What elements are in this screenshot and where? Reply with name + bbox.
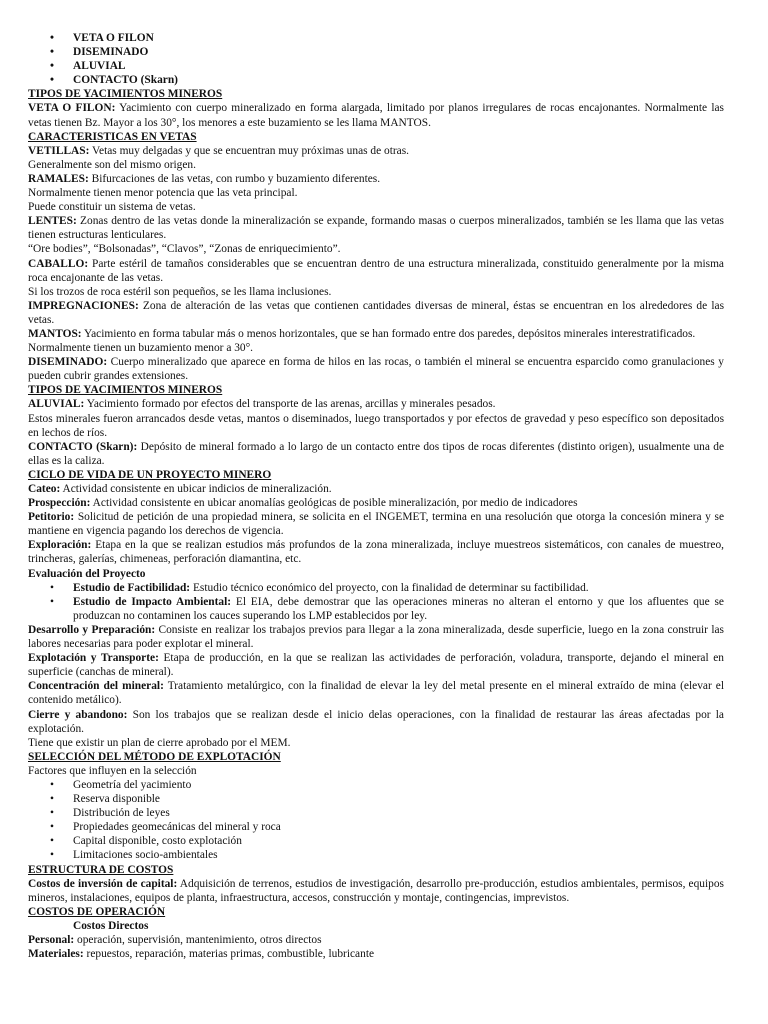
paragraph-text: Etapa de producción, en la que se realizan las actividades de perforación, voladura, transporte, dejando el mineral en superficie (canchas de mineral). bbox=[28, 652, 724, 679]
paragraph-text: Limitaciones socio-ambientales bbox=[73, 849, 218, 862]
paragraph-text: Solicitud de petición de una propiedad minera, se solicita en el INGEMET, termina en una resolución que otorga la concesión minera y se mantiene en vigencia pagando los derechos de vigencia. bbox=[28, 511, 724, 538]
term-label: Evaluación del Proyecto bbox=[28, 567, 146, 580]
paragraph bbox=[28, 412, 724, 440]
list-item bbox=[28, 581, 724, 595]
term-label: CONTACTO (Skarn): bbox=[28, 440, 138, 453]
top-bullet-list bbox=[28, 31, 724, 87]
term-label: Materiales: bbox=[28, 948, 84, 961]
paragraph bbox=[28, 482, 724, 496]
paragraph-text: Tiene que existir un plan de cierre aprobado por el MEM. bbox=[28, 736, 291, 749]
paragraph bbox=[28, 327, 724, 341]
paragraph bbox=[28, 919, 724, 933]
paragraph-text: Vetas muy delgadas y que se encuentran muy próximas unas de otras. bbox=[89, 144, 409, 157]
section-heading: CARACTERISTICAS EN VETAS bbox=[28, 130, 197, 143]
list-item bbox=[28, 595, 724, 623]
term-label: Prospección: bbox=[28, 497, 91, 510]
paragraph-text: repuestos, reparación, materias primas, combustible, lubricante bbox=[83, 948, 375, 961]
paragraph-text: Bifurcaciones de las vetas, con rumbo y buzamiento diferentes. bbox=[88, 172, 381, 185]
paragraph-text: “Ore bodies”, “Bolsonadas”, “Clavos”, “Zonas de enriquecimiento”. bbox=[28, 243, 341, 256]
paragraph-text: Si los trozos de roca estéril son pequeños, se les llama inclusiones. bbox=[28, 285, 332, 298]
term-label: Explotación y Transporte: bbox=[28, 652, 159, 665]
term-label: MANTOS: bbox=[28, 327, 82, 340]
term-label: Cierre y abandono: bbox=[28, 708, 128, 721]
term-label: Costos Directos bbox=[73, 919, 149, 932]
paragraph bbox=[28, 538, 724, 566]
paragraph-text: Estudio técnico económico del proyecto, con la finalidad de determinar su factibilidad. bbox=[190, 581, 589, 594]
paragraph-text: Puede constituir un sistema de vetas. bbox=[28, 201, 196, 214]
list-item: • ALUVIAL bbox=[28, 59, 724, 73]
list-item: • VETA O FILON bbox=[28, 31, 724, 45]
section-heading: TIPOS DE YACIMIENTOS MINEROS bbox=[28, 88, 223, 101]
paragraph bbox=[28, 172, 724, 186]
list-item bbox=[28, 778, 724, 792]
paragraph-text: Parte estéril de tamaños considerables que se encuentran dentro de una estructura mineralizada, constituido generalmente por la misma roca encajonante de las vetas. bbox=[28, 257, 724, 284]
term-label: IMPREGNACIONES: bbox=[28, 299, 139, 312]
paragraph-text: Geometría del yacimiento bbox=[73, 778, 192, 791]
list-item: • CONTACTO (Skarn) bbox=[28, 73, 724, 87]
paragraph bbox=[28, 679, 724, 707]
paragraph-text: Consiste en realizar los trabajos previos para llegar a la zona mineralizada, desde superficie, luego en la zona construir las labores necesarias para poder explotar el mineral. bbox=[28, 623, 724, 651]
paragraph bbox=[28, 651, 724, 679]
paragraph-text: Yacimiento en forma tabular más o menos horizontales, que se han formado entre dos paredes, depósitos minerales interestratificados. bbox=[81, 327, 696, 340]
paragraph-text: Estos minerales fueron arrancados desde vetas, mantos o diseminados, luego transportados y por efectos de gravedad y peso específico son depositados en lechos de ríos. bbox=[28, 412, 724, 439]
paragraph bbox=[28, 623, 724, 651]
term-label: Estudio de Factibilidad: bbox=[73, 581, 191, 594]
list-item: • DISEMINADO bbox=[28, 45, 724, 59]
paragraph-text: Factores que influyen en la selección bbox=[28, 764, 197, 777]
term-label: RAMALES: bbox=[28, 172, 89, 185]
term-label: VETILLAS: bbox=[28, 144, 90, 157]
paragraph-text: Son los trabajos que se realizan desde el inicio delas operaciones, con la finalidad de restaurar las áreas afectadas por la explotación. bbox=[28, 708, 724, 735]
paragraph-text: Normalmente tienen menor potencia que las veta principal. bbox=[28, 187, 298, 200]
paragraph bbox=[28, 510, 724, 538]
paragraph-text: Tratamiento metalúrgico, con la finalidad de elevar la ley del metal presente en el mineral extraído de mina (elevar el contenido metálico). bbox=[28, 680, 724, 707]
list-item bbox=[28, 806, 724, 820]
paragraph-text: Zona de alteración de las vetas que contienen cantidades diversas de mineral, éstas se encuentran en los alrededores de las vetas. bbox=[28, 299, 724, 326]
paragraph-text: Distribución de leyes bbox=[73, 807, 170, 820]
paragraph bbox=[28, 144, 724, 158]
paragraph-text: Zonas dentro de las vetas donde la mineralización se expande, formando masas o cuerpos mineralizados, también se les llama que las vetas tienen estructuras lenticulares. bbox=[28, 215, 724, 242]
list-item bbox=[28, 792, 724, 806]
paragraph-text: Propiedades geomecánicas del mineral y roca bbox=[73, 821, 281, 834]
term-label: CABALLO: bbox=[28, 257, 89, 270]
paragraph-text: Yacimiento con cuerpo mineralizado en forma alargada, limitado por planos irregulares de rocas encajonantes. Normalmente las vetas tienen Bz. Mayor a los 30°, los menores a este buzamiento se les llama MANTOS. bbox=[28, 102, 724, 129]
paragraph bbox=[28, 200, 724, 214]
list-item bbox=[28, 848, 724, 862]
paragraph bbox=[28, 186, 724, 200]
paragraph bbox=[28, 496, 724, 510]
paragraph bbox=[28, 933, 724, 947]
term-label: DISEMINADO: bbox=[28, 356, 108, 369]
paragraph bbox=[28, 355, 724, 383]
paragraph-text: Yacimiento formado por efectos del transporte de las arenas, arcillas y minerales pesados. bbox=[84, 398, 496, 411]
paragraph-text: Actividad consistente en ubicar indicios de mineralización. bbox=[60, 483, 332, 495]
paragraph bbox=[28, 214, 724, 242]
paragraph bbox=[28, 440, 724, 468]
section-heading: TIPOS DE YACIMIENTOS MINEROS bbox=[28, 384, 223, 397]
document-body bbox=[28, 87, 724, 961]
term-label: VETA O FILON: bbox=[28, 102, 116, 115]
paragraph bbox=[28, 242, 724, 256]
paragraph bbox=[28, 341, 724, 355]
term-label: ALUVIAL: bbox=[28, 398, 85, 411]
term-label: Estudio de Impacto Ambiental: bbox=[73, 595, 232, 608]
paragraph-text: Cuerpo mineralizado que aparece en forma de hilos en las rocas, o también el mineral se encuentra esparcido como granulaciones y pueden cubrir grandes extensiones. bbox=[28, 356, 724, 383]
term-label: Concentración del mineral: bbox=[28, 680, 164, 693]
paragraph bbox=[28, 101, 724, 129]
term-label: Desarrollo y Preparación: bbox=[28, 623, 156, 636]
paragraph bbox=[28, 736, 724, 750]
paragraph bbox=[28, 397, 724, 411]
term-label: Cateo: bbox=[28, 483, 61, 495]
paragraph-text: Adquisición de terrenos, estudios de investigación, desarrollo pre-producción, estudios ambientales, permisos, equipos mineros, instalaciones, equipos de planta, infraestructura, accesos, construcción y montaje, contingencias, imprevistos. bbox=[28, 877, 724, 904]
paragraph bbox=[28, 158, 724, 172]
paragraph bbox=[28, 285, 724, 299]
paragraph-text: Depósito de mineral formado a lo largo de un contacto entre dos tipos de rocas diferentes (distinto origen), usualmente una de ellas es la caliza. bbox=[28, 440, 724, 467]
term-label: LENTES: bbox=[28, 215, 77, 228]
paragraph bbox=[28, 299, 724, 327]
section-heading: ESTRUCTURA DE COSTOS bbox=[28, 863, 174, 876]
paragraph-text: Generalmente son del mismo origen. bbox=[28, 158, 196, 171]
paragraph bbox=[28, 708, 724, 736]
paragraph bbox=[28, 947, 724, 961]
term-label: Exploración: bbox=[28, 539, 92, 552]
paragraph-text: El EIA, debe demostrar que las operaciones mineras no alteran el entorno y que los afluentes que se produzcan no contaminen los cauces superando los LMP establecidos por ley. bbox=[73, 595, 724, 622]
list-item bbox=[28, 834, 724, 848]
paragraph-text: Etapa en la que se realizan estudios más profundos de la zona mineralizada, incluye muestreos sistemáticos, con canales de muestreo, trincheras, galerías, chimeneas, perforación diamantina, etc. bbox=[28, 539, 724, 566]
paragraph-text: Reserva disponible bbox=[73, 793, 160, 806]
term-label: Personal: bbox=[28, 934, 75, 946]
paragraph bbox=[28, 257, 724, 285]
paragraph bbox=[28, 877, 724, 905]
paragraph-text: Normalmente tienen un buzamiento menor a 30°. bbox=[28, 342, 254, 355]
section-heading: SELECCIÓN DEL MÉTODO DE EXPLOTACIÓN bbox=[28, 750, 281, 763]
term-label: Costos de inversión de capital: bbox=[28, 877, 178, 890]
paragraph bbox=[28, 764, 724, 778]
paragraph bbox=[28, 567, 724, 581]
paragraph-text: Capital disponible, costo explotación bbox=[73, 835, 242, 848]
paragraph-text: Actividad consistente en ubicar anomalías geológicas de posible mineralización, por medio de indicadores bbox=[90, 497, 578, 510]
paragraph-text: operación, supervisión, mantenimiento, otros directos bbox=[74, 934, 322, 946]
term-label: Petitorio: bbox=[28, 511, 75, 524]
list-item bbox=[28, 820, 724, 834]
section-heading: COSTOS DE OPERACIÓN bbox=[28, 905, 166, 918]
section-heading: CICLO DE VIDA DE UN PROYECTO MINERO bbox=[28, 468, 272, 481]
document-page bbox=[28, 31, 724, 961]
